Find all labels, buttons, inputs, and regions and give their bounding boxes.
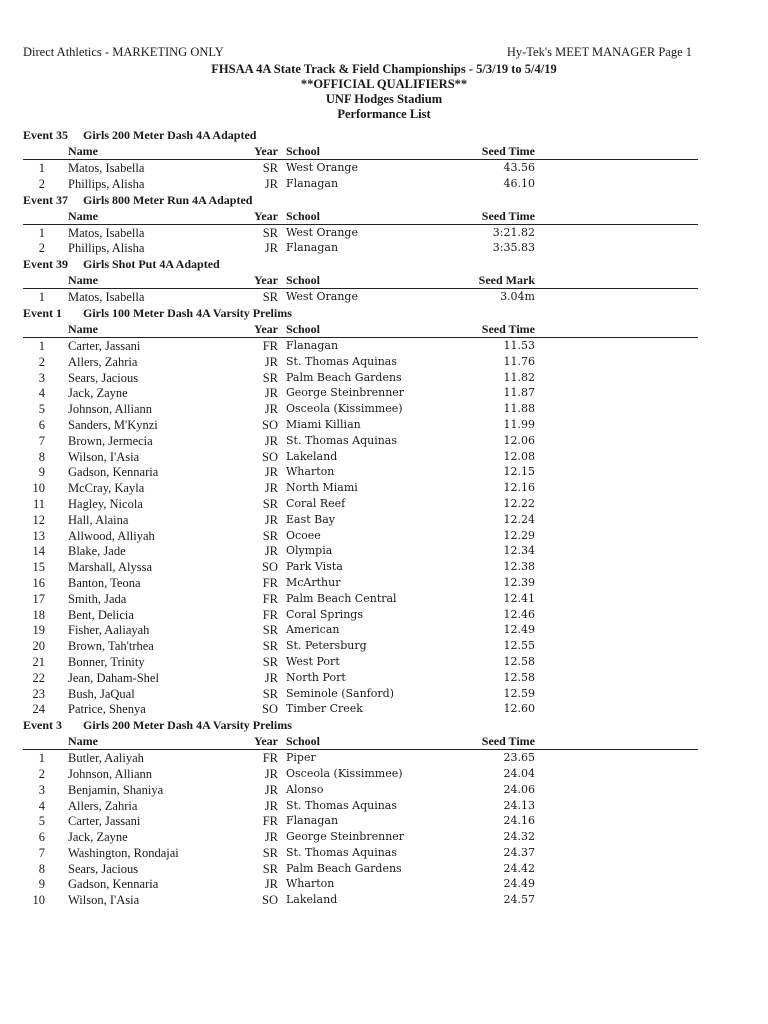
athlete-name: Carter, Jassani (68, 814, 141, 829)
table-row (23, 354, 698, 370)
column-header-school: School (286, 208, 321, 223)
seed-value: 11.76 (503, 354, 535, 368)
seed-value: 11.87 (503, 386, 535, 400)
athlete-year: FR (262, 591, 278, 606)
row-place: 23 (32, 686, 45, 701)
column-header-seed: Seed Time (481, 734, 535, 749)
column-header-seed: Seed Mark (478, 273, 535, 288)
seed-value: 24.37 (503, 845, 535, 859)
event-title (23, 717, 698, 733)
athlete-year: JR (264, 877, 278, 892)
row-place: 20 (32, 639, 45, 654)
table-row (23, 845, 698, 861)
column-header-year: Year (254, 734, 278, 749)
athlete-name: Johnson, Alliann (68, 766, 153, 781)
table-row (23, 496, 698, 512)
athlete-name: Phillips, Alisha (68, 176, 145, 191)
row-place: 2 (38, 766, 45, 781)
row-place: 1 (38, 225, 45, 240)
table-row (23, 766, 698, 782)
row-place: 8 (38, 861, 45, 876)
table-row (23, 622, 698, 638)
column-header-row (23, 272, 698, 289)
athlete-name: Carter, Jassani (68, 338, 141, 353)
athlete-school: Timber Creek (286, 702, 363, 716)
athlete-school: Wharton (286, 877, 335, 891)
table-row (23, 829, 698, 845)
athlete-school: West Orange (286, 161, 358, 174)
table-row (23, 401, 698, 417)
athlete-school: St. Thomas Aquinas (286, 433, 397, 447)
seed-value: 24.49 (503, 877, 535, 891)
athlete-year: SR (262, 370, 278, 385)
athlete-name: Blake, Jade (68, 544, 126, 559)
athlete-school: Flanagan (286, 176, 339, 190)
athlete-school: Flanagan (286, 814, 339, 828)
table-row (23, 607, 698, 623)
athlete-name: Matos, Isabella (68, 290, 145, 305)
row-place: 6 (38, 417, 45, 432)
athlete-school: George Steinbrenner (286, 830, 405, 844)
seed-value: 24.06 (503, 782, 535, 796)
row-place: 18 (32, 607, 45, 622)
athlete-year: JR (264, 433, 278, 448)
column-header-seed: Seed Time (481, 144, 535, 158)
event-title (23, 127, 698, 143)
athlete-year: SR (262, 686, 278, 701)
column-header-seed: Seed Time (481, 321, 535, 336)
athlete-year: JR (264, 544, 278, 559)
table-row (23, 686, 698, 702)
table-row (23, 782, 698, 798)
row-place: 3 (38, 782, 45, 797)
row-place: 14 (32, 544, 45, 559)
athlete-name: Wilson, I'Asia (68, 449, 140, 464)
seed-value: 11.53 (503, 338, 535, 352)
column-header-row (23, 733, 698, 750)
column-header-name: Name (68, 273, 98, 288)
meet-title-block (0, 62, 768, 122)
table-row (23, 654, 698, 670)
table-row (23, 543, 698, 559)
athlete-year: SR (262, 654, 278, 669)
seed-value: 24.32 (503, 830, 535, 844)
athlete-year: JR (264, 386, 278, 401)
athlete-school: Lakeland (286, 893, 338, 907)
table-row (23, 225, 698, 241)
athlete-name: Jean, Daham-Shel (68, 670, 159, 685)
event-section (23, 717, 698, 908)
athlete-name: Brown, Tah'trhea (68, 639, 154, 654)
row-place: 24 (32, 702, 45, 717)
athlete-name: Allers, Zahria (68, 798, 138, 813)
athlete-year: JR (264, 354, 278, 369)
column-header-school: School (286, 734, 321, 749)
row-place: 3 (38, 370, 45, 385)
table-row (23, 861, 698, 877)
athlete-name: Patrice, Shenya (68, 702, 146, 717)
seed-value: 24.16 (503, 814, 535, 828)
seed-value: 12.06 (503, 433, 535, 447)
table-row (23, 480, 698, 496)
athlete-year: SO (262, 702, 278, 717)
row-place: 9 (38, 465, 45, 480)
row-place: 6 (38, 830, 45, 845)
athlete-name: Bonner, Trinity (68, 654, 145, 669)
athlete-name: Bush, JaQual (68, 686, 135, 701)
athlete-year: JR (264, 782, 278, 797)
athlete-school: Palm Beach Central (286, 591, 397, 605)
athlete-school: Osceola (Kissimmee) (286, 766, 403, 780)
row-place: 10 (32, 893, 45, 908)
event-number: Event 39 (23, 257, 68, 272)
athlete-name: Hall, Alaina (68, 512, 129, 527)
athlete-school: East Bay (286, 512, 336, 526)
row-place: 1 (38, 751, 45, 766)
event-name: Girls 100 Meter Dash 4A Varsity Prelims (83, 305, 292, 320)
athlete-name: Smith, Jada (68, 591, 127, 606)
athlete-year: SO (262, 449, 278, 464)
table-row (23, 892, 698, 908)
event-number: Event 37 (23, 192, 68, 207)
athlete-school: North Port (286, 670, 346, 684)
table-row (23, 370, 698, 386)
row-place: 15 (32, 560, 45, 575)
event-title (23, 305, 698, 321)
athlete-year: SR (262, 861, 278, 876)
event-section (23, 305, 698, 717)
athlete-name: Matos, Isabella (68, 225, 145, 240)
row-place: 16 (32, 575, 45, 590)
column-header-school: School (286, 321, 321, 336)
athlete-year: JR (264, 512, 278, 527)
athlete-year: JR (264, 766, 278, 781)
athlete-name: Matos, Isabella (68, 161, 145, 175)
table-row (23, 289, 698, 305)
row-place: 11 (32, 496, 45, 511)
header-left-text: Direct Athletics - MARKETING ONLY (23, 45, 224, 59)
table-row (23, 449, 698, 465)
athlete-name: Hagley, Nicola (68, 496, 143, 511)
row-place: 21 (32, 654, 45, 669)
athlete-school: Park Vista (286, 560, 343, 574)
seed-value: 11.88 (503, 402, 535, 416)
table-row (23, 528, 698, 544)
event-name: Girls Shot Put 4A Adapted (83, 257, 220, 272)
seed-value: 12.60 (503, 702, 535, 716)
athlete-year: JR (264, 402, 278, 417)
row-place: 1 (38, 161, 45, 175)
column-header-name: Name (68, 208, 98, 223)
athlete-school: West Port (286, 654, 340, 668)
athlete-year: SR (262, 623, 278, 638)
seed-value: 3.04m (500, 290, 535, 304)
athlete-school: Piper (286, 751, 316, 765)
venue-subtitle: UNF Hodges Stadium (325, 92, 443, 106)
athlete-year: JR (264, 481, 278, 496)
column-header-year: Year (254, 144, 278, 158)
column-header-school: School (286, 273, 321, 288)
meet-title: FHSAA 4A State Track & Field Championships - 5/3/19 to 5/4/19 (211, 62, 557, 76)
athlete-year: FR (262, 575, 278, 590)
row-place: 5 (38, 402, 45, 417)
athlete-year: FR (262, 607, 278, 622)
row-place: 2 (38, 354, 45, 369)
table-row (23, 813, 698, 829)
row-place: 8 (38, 449, 45, 464)
row-place: 19 (32, 623, 45, 638)
qualifiers-subtitle: **OFFICIAL QUALIFIERS** (300, 77, 468, 91)
athlete-school: McArthur (286, 575, 341, 589)
seed-value: 12.55 (503, 639, 535, 653)
seed-value: 12.16 (503, 481, 535, 495)
athlete-name: Sears, Jacious (68, 370, 139, 385)
table-row (23, 750, 698, 766)
row-place: 12 (32, 512, 45, 527)
seed-value: 43.56 (503, 161, 535, 174)
athlete-school: St. Petersburg (286, 639, 367, 653)
athlete-year: SR (262, 639, 278, 654)
event-title (23, 256, 698, 272)
row-place: 4 (38, 798, 45, 813)
athlete-school: Wharton (286, 465, 335, 479)
column-header-row (23, 208, 698, 225)
table-row (23, 670, 698, 686)
table-row (23, 160, 698, 176)
column-header-row (23, 321, 698, 338)
athlete-name: Brown, Jermecia (68, 433, 153, 448)
event-number: Event 3 (23, 718, 62, 733)
athlete-year: FR (262, 814, 278, 829)
athlete-name: Gadson, Kennaria (68, 877, 159, 892)
athlete-school: American (286, 623, 340, 637)
seed-value: 12.24 (503, 512, 535, 526)
seed-value: 46.10 (503, 176, 535, 190)
table-row (23, 464, 698, 480)
row-place: 2 (38, 241, 45, 256)
seed-value: 12.22 (503, 496, 535, 510)
column-header-name: Name (68, 734, 98, 749)
row-place: 10 (32, 481, 45, 496)
athlete-name: Benjamin, Shaniya (68, 782, 164, 797)
athlete-name: Johnson, Alliann (68, 402, 153, 417)
row-place: 7 (38, 845, 45, 860)
athlete-name: Allwood, Alliyah (68, 528, 155, 543)
column-header-year: Year (254, 273, 278, 288)
row-place: 7 (38, 433, 45, 448)
athlete-school: Flanagan (286, 338, 339, 352)
event-number: Event 35 (23, 128, 68, 142)
table-row (23, 385, 698, 401)
seed-value: 11.99 (503, 417, 535, 431)
athlete-name: Bent, Delicia (68, 607, 134, 622)
athlete-year: FR (262, 751, 278, 766)
athlete-year: JR (264, 670, 278, 685)
athlete-year: FR (262, 338, 278, 353)
athlete-school: West Orange (286, 225, 358, 239)
list-type-subtitle: Performance List (337, 107, 431, 121)
seed-value: 12.38 (503, 560, 535, 574)
athlete-school: Osceola (Kissimmee) (286, 402, 403, 416)
athlete-school: Coral Reef (286, 496, 346, 510)
athlete-year: SR (262, 845, 278, 860)
column-header-row (23, 143, 698, 160)
athlete-school: Miami Killian (286, 417, 361, 431)
table-row (23, 559, 698, 575)
table-row (23, 591, 698, 607)
athlete-school: Palm Beach Gardens (286, 370, 402, 384)
athlete-year: SR (262, 496, 278, 511)
athlete-name: Wilson, I'Asia (68, 893, 140, 908)
seed-value: 12.41 (503, 591, 535, 605)
table-row (23, 638, 698, 654)
athlete-year: SR (262, 161, 278, 175)
page-header (23, 45, 692, 61)
seed-value: 12.59 (503, 686, 535, 700)
athlete-school: Olympia (286, 544, 333, 558)
athlete-name: Sears, Jacious (68, 861, 139, 876)
row-place: 2 (38, 176, 45, 191)
athlete-school: St. Thomas Aquinas (286, 845, 397, 859)
seed-value: 12.29 (503, 528, 535, 542)
table-row (23, 417, 698, 433)
athlete-school: George Steinbrenner (286, 386, 405, 400)
athlete-school: Ocoee (286, 528, 321, 542)
seed-value: 3:21.82 (492, 225, 535, 239)
athlete-name: Allers, Zahria (68, 354, 138, 369)
row-place: 4 (38, 386, 45, 401)
athlete-name: Marshall, Alyssa (68, 560, 153, 575)
seed-value: 12.46 (503, 607, 535, 621)
table-row (23, 701, 698, 717)
table-row (23, 512, 698, 528)
table-row (23, 798, 698, 814)
row-place: 9 (38, 877, 45, 892)
event-number: Event 1 (23, 305, 62, 320)
row-place: 5 (38, 814, 45, 829)
seed-value: 24.57 (503, 893, 535, 907)
row-place: 17 (32, 591, 45, 606)
table-row (23, 575, 698, 591)
seed-value: 24.04 (503, 766, 535, 780)
athlete-name: Phillips, Alisha (68, 241, 145, 256)
row-place: 22 (32, 670, 45, 685)
seed-value: 24.13 (503, 798, 535, 812)
athlete-name: Jack, Zayne (68, 830, 128, 845)
seed-value: 12.49 (503, 623, 535, 637)
event-name: Girls 200 Meter Dash 4A Varsity Prelims (83, 718, 292, 733)
seed-value: 12.15 (503, 465, 535, 479)
athlete-school: St. Thomas Aquinas (286, 354, 397, 368)
column-header-year: Year (254, 321, 278, 336)
athlete-school: North Miami (286, 481, 358, 495)
table-row (23, 240, 698, 256)
athlete-school: St. Thomas Aquinas (286, 798, 397, 812)
column-header-name: Name (68, 144, 98, 158)
athlete-school: West Orange (286, 290, 358, 304)
header-right-text: Hy-Tek's MEET MANAGER Page 1 (506, 45, 692, 59)
row-place: 1 (38, 338, 45, 353)
athlete-year: JR (264, 798, 278, 813)
seed-value: 23.65 (503, 751, 535, 765)
seed-value: 12.08 (503, 449, 535, 463)
athlete-year: JR (264, 465, 278, 480)
event-title (23, 192, 698, 208)
row-place: 1 (38, 290, 45, 305)
column-header-school: School (286, 144, 321, 158)
seed-value: 24.42 (503, 861, 535, 875)
athlete-name: Fisher, Aaliayah (68, 623, 150, 638)
athlete-year: JR (264, 241, 278, 256)
athlete-school: Lakeland (286, 449, 338, 463)
athlete-year: JR (264, 830, 278, 845)
seed-value: 3:35.83 (492, 241, 535, 255)
athlete-name: Gadson, Kennaria (68, 465, 159, 480)
athlete-name: Washington, Rondajai (68, 845, 179, 860)
seed-value: 12.58 (503, 670, 535, 684)
event-name: Girls 800 Meter Run 4A Adapted (83, 192, 253, 207)
athlete-year: SR (262, 225, 278, 240)
seed-value: 12.58 (503, 654, 535, 668)
event-section (23, 127, 698, 192)
athlete-name: Sanders, M'Kynzi (68, 417, 158, 432)
seed-value: 12.39 (503, 575, 535, 589)
athlete-school: Palm Beach Gardens (286, 861, 402, 875)
table-row (23, 433, 698, 449)
athlete-school: Seminole (Sanford) (286, 686, 394, 700)
athlete-name: Jack, Zayne (68, 386, 128, 401)
event-section (23, 256, 698, 305)
table-row (23, 176, 698, 192)
seed-value: 12.34 (503, 544, 535, 558)
athlete-name: Butler, Aaliyah (68, 751, 144, 766)
table-row (23, 876, 698, 892)
athlete-year: SO (262, 560, 278, 575)
row-place: 13 (32, 528, 45, 543)
athlete-year: SR (262, 528, 278, 543)
athlete-year: SO (262, 417, 278, 432)
athlete-name: Banton, Teona (68, 575, 141, 590)
athlete-school: Flanagan (286, 241, 339, 255)
athlete-school: Alonso (286, 782, 324, 796)
athlete-year: SO (262, 893, 278, 908)
table-row (23, 338, 698, 354)
event-name: Girls 200 Meter Dash 4A Adapted (83, 128, 257, 142)
performance-list (23, 127, 698, 908)
athlete-year: SR (262, 290, 278, 305)
column-header-year: Year (254, 208, 278, 223)
athlete-year: JR (264, 176, 278, 191)
seed-value: 11.82 (503, 370, 535, 384)
column-header-name: Name (68, 321, 98, 336)
column-header-seed: Seed Time (481, 208, 535, 223)
athlete-name: McCray, Kayla (68, 481, 145, 496)
event-section (23, 192, 698, 257)
athlete-school: Coral Springs (286, 607, 363, 621)
